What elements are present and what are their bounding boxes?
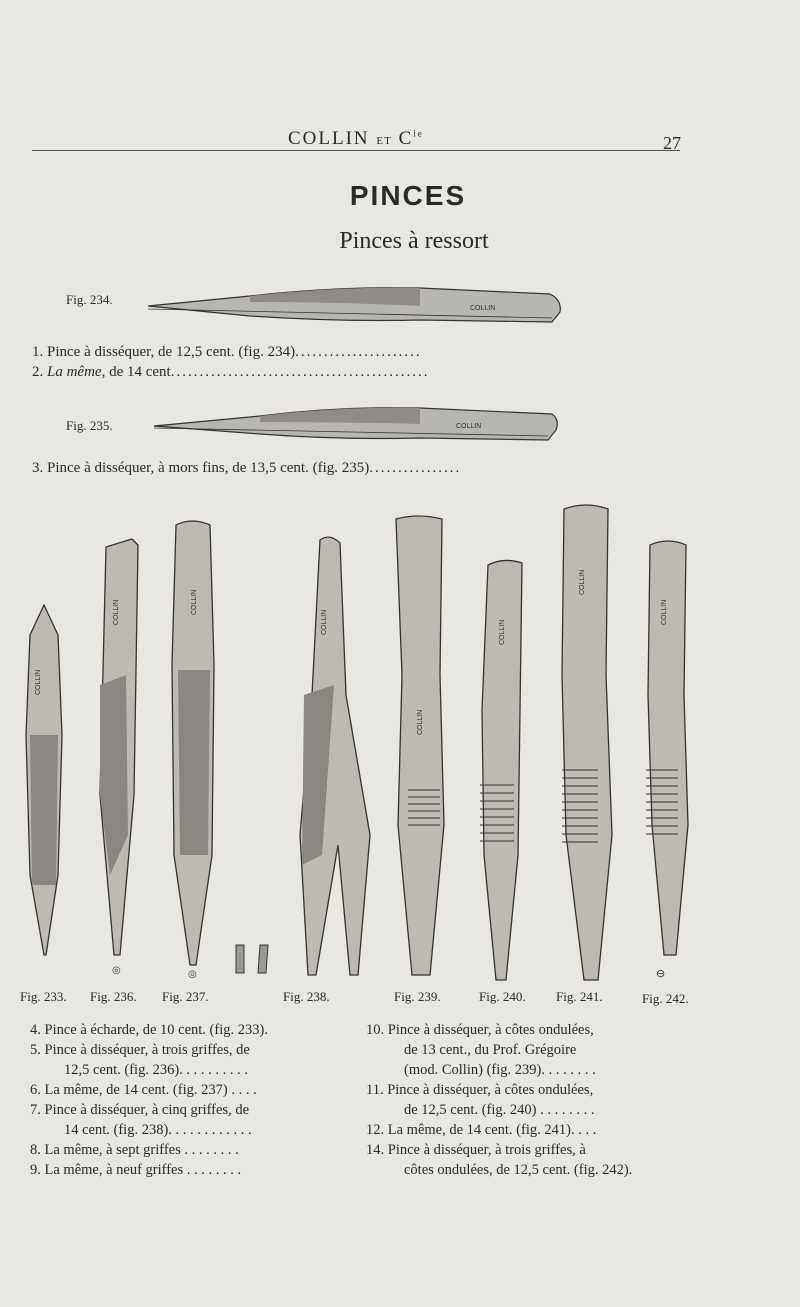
desc-item-5: 5. Pince à disséquer, à trois griffes, de bbox=[30, 1042, 250, 1058]
item-3-text: Pince à disséquer, à mors fins, de 13,5 cent. (fig. 235) bbox=[47, 460, 370, 476]
desc-item-14-cont: côtes ondulées, de 12,5 cent. (fig. 242). bbox=[404, 1162, 633, 1178]
fig-236-illustration bbox=[100, 539, 138, 976]
fig-241-engraving: COLLIN bbox=[579, 569, 586, 595]
item-2 bbox=[32, 364, 429, 381]
fig-234-forceps-illustration bbox=[140, 282, 565, 330]
fig-236-label: Fig. 236. bbox=[90, 989, 137, 1004]
forceps-plate bbox=[0, 495, 800, 1015]
item-2-number: 2. bbox=[32, 364, 44, 380]
fig-235-forceps-illustration bbox=[150, 404, 560, 448]
desc-item-8: 8. La même, à sept griffes . . . . . . . . bbox=[30, 1142, 239, 1158]
right-description-column bbox=[366, 1020, 676, 1180]
fig-233-label: Fig. 233. bbox=[20, 989, 67, 1004]
fig-239-label: Fig. 239. bbox=[394, 989, 441, 1004]
jaw-detail-illustration bbox=[236, 945, 268, 973]
fig-238-label: Fig. 238. bbox=[283, 989, 330, 1004]
desc-item-7-cont: 14 cent. (fig. 238). . . . . . . . . . . . bbox=[64, 1122, 252, 1138]
fig-233-illustration bbox=[26, 605, 62, 955]
fig-233-engraving: COLLIN bbox=[35, 669, 42, 695]
desc-item-5-cont: 12,5 cent. (fig. 236). . . . . . . . . . bbox=[64, 1062, 249, 1078]
item-3 bbox=[32, 460, 461, 477]
fig-240-engraving: COLLIN bbox=[499, 619, 506, 645]
desc-item-11-cont: de 12,5 cent. (fig. 240) . . . . . . . . bbox=[404, 1102, 595, 1118]
header-ci: C bbox=[398, 128, 414, 149]
fig-240-label: Fig. 240. bbox=[479, 989, 526, 1004]
desc-item-9: 9. La même, à neuf griffes . . . . . . . . bbox=[30, 1162, 242, 1178]
header-rule bbox=[32, 150, 680, 151]
fig-241-illustration bbox=[562, 505, 612, 980]
item-2-dots: ............................................. bbox=[170, 364, 430, 380]
fig-234-engraving: COLLIN bbox=[470, 305, 496, 312]
item-3-dots: ................ bbox=[369, 460, 462, 476]
fig-235-engraving: COLLIN bbox=[456, 423, 482, 430]
desc-item-11: 11. Pince à disséquer, à côtes ondulées, bbox=[366, 1082, 594, 1098]
page-title: PINCES bbox=[349, 180, 467, 211]
desc-item-10-cont-2: (mod. Collin) (fig. 239). . . . . . . . bbox=[404, 1062, 596, 1078]
fig-241-label: Fig. 241. bbox=[556, 989, 603, 1004]
svg-text:◎: ◎ bbox=[112, 965, 121, 976]
item-1-dots: ...................... bbox=[295, 344, 422, 360]
desc-item-14: 14. Pince à disséquer, à trois griffes, à bbox=[366, 1142, 586, 1158]
fig-238-illustration bbox=[300, 537, 370, 975]
item-3-number: 3. bbox=[32, 460, 44, 476]
running-header bbox=[288, 128, 424, 150]
item-1 bbox=[32, 344, 422, 361]
fig-237-engraving: COLLIN bbox=[191, 589, 198, 615]
fig-237-illustration bbox=[172, 521, 214, 980]
fig-239-engraving: COLLIN bbox=[417, 709, 424, 735]
fig-234-label: Fig. 234. bbox=[66, 292, 113, 307]
desc-item-10: 10. Pince à disséquer, à côtes ondulées, bbox=[366, 1022, 594, 1038]
fig-242-label: Fig. 242. bbox=[642, 991, 689, 1006]
desc-item-4: 4. Pince à écharde, de 10 cent. (fig. 233). bbox=[30, 1022, 268, 1038]
desc-item-10-cont-1: de 13 cent., du Prof. Grégoire bbox=[404, 1042, 577, 1058]
fig-236-engraving: COLLIN bbox=[113, 599, 120, 625]
desc-item-6: 6. La même, de 14 cent. (fig. 237) . . . . bbox=[30, 1082, 257, 1098]
fig-242-engraving: COLLIN bbox=[661, 599, 668, 625]
item-2-text: de 14 cent bbox=[105, 364, 171, 380]
header-ci-sup: ie bbox=[413, 128, 424, 139]
svg-text:⊖: ⊖ bbox=[656, 968, 666, 980]
desc-item-7: 7. Pince à disséquer, à cinq griffes, de bbox=[30, 1102, 250, 1118]
fig-235-label: Fig. 235. bbox=[66, 418, 113, 433]
desc-item-12: 12. La même, de 14 cent. (fig. 241). . . . bbox=[366, 1122, 597, 1138]
fig-237-label: Fig. 237. bbox=[162, 989, 209, 1004]
item-1-text: Pince à disséquer, de 12,5 cent. (fig. 234) bbox=[47, 344, 296, 360]
left-description-column bbox=[30, 1020, 330, 1180]
header-company: COLLIN bbox=[288, 128, 370, 149]
page-subtitle: Pinces à ressort bbox=[339, 228, 489, 254]
svg-text:◎: ◎ bbox=[188, 969, 197, 980]
fig-240-illustration bbox=[480, 560, 522, 980]
item-1-number: 1. bbox=[32, 344, 44, 360]
fig-239-illustration bbox=[396, 516, 444, 975]
fig-242-illustration bbox=[646, 541, 688, 980]
header-et: ET bbox=[376, 135, 392, 147]
item-2-italic: La même, bbox=[47, 364, 106, 380]
page-number: 27 bbox=[663, 133, 681, 153]
fig-238-engraving: COLLIN bbox=[321, 609, 328, 635]
